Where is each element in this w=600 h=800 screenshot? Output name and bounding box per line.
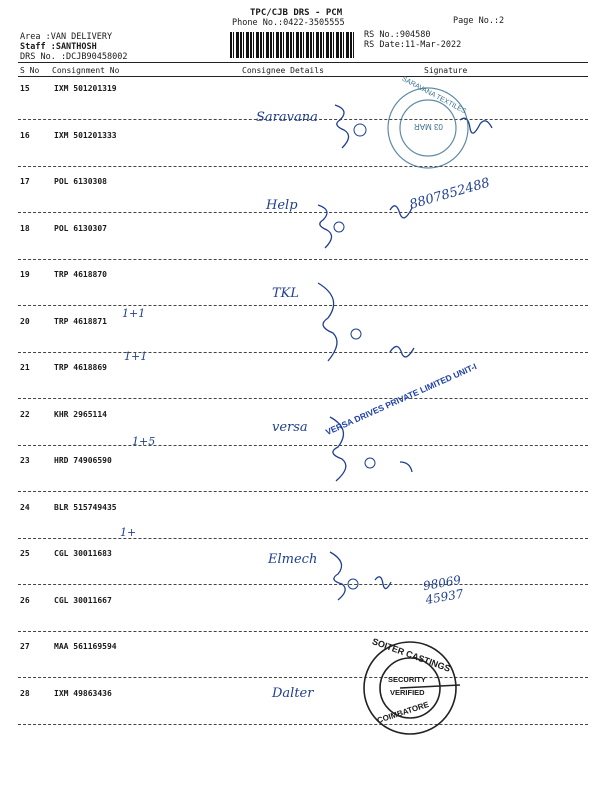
rs-number: RS No.:904580: [364, 30, 431, 40]
handwriting-dalter: Dalter: [272, 686, 314, 701]
row-sno: 19: [20, 270, 30, 279]
stamp-versa-drives: VERSA DRIVES PRIVATE LIMITED UNIT-I: [324, 361, 479, 438]
row-sno: 23: [20, 456, 30, 465]
document-title: TPC/CJB DRS - PCM: [250, 8, 343, 18]
row-consignment-no: TRP 4618869: [54, 363, 107, 372]
stamp-saravana-text: SARAVANA TEXTILES: [400, 75, 468, 116]
row-consignment-no: IXM 501201333: [54, 130, 117, 140]
row-consignment-no: TRP 4618871: [54, 316, 107, 326]
col-consignee: Consignee Details: [242, 66, 324, 75]
handwriting-phone2: 98069 45937: [422, 572, 465, 607]
handwriting-help: Help: [266, 198, 298, 213]
handwriting-qty-25: 1+: [120, 526, 137, 539]
stamp-soiter-bottom: COIMBATORE: [375, 699, 431, 726]
row-sno: 22: [20, 409, 30, 419]
row-consignment-no: KHR 2965114: [54, 409, 107, 419]
handwriting-saravana: Saravana: [256, 110, 318, 125]
col-signature: Signature: [424, 66, 468, 75]
row-sno: 28: [20, 688, 30, 698]
row-consignment-no: IXM 49863436: [54, 688, 112, 698]
handwriting-qty-21: 1+1: [124, 350, 148, 363]
row-sno: 16: [20, 130, 30, 140]
row-consignment-no: HRD 74906590: [54, 456, 112, 465]
staff-label: Staff :SANTHOSH: [20, 42, 97, 52]
handwriting-versa: versa: [272, 420, 308, 435]
row-consignment-no: IXM 501201319: [54, 84, 117, 93]
row-sno: 18: [20, 223, 30, 233]
handwriting-qty-23: 1+5: [132, 435, 156, 448]
area-label: Area :VAN DELIVERY: [20, 32, 113, 42]
handwriting-elmech: Elmech: [268, 552, 318, 567]
col-sno: S No: [20, 66, 40, 75]
row-sno: 26: [20, 595, 30, 605]
handwriting-phone1: 8807852488: [407, 175, 492, 213]
stamp-soiter-security: SECURITY: [388, 675, 426, 684]
col-consignment: Consignment No: [52, 66, 120, 75]
row-sno: 20: [20, 316, 30, 326]
handwriting-qty-20: 1+1: [122, 307, 146, 320]
stamp-soiter-top: SOITER CASTINGS: [370, 636, 452, 674]
drs-number: DRS No. :DCJB90458002: [20, 52, 128, 62]
stamp-soiter-verified: VERIFIED: [390, 688, 425, 697]
handwriting-tkl: TKL: [272, 286, 300, 301]
phone-number: Phone No.:0422-3505555: [232, 18, 345, 28]
row-sno: 17: [20, 177, 30, 186]
row-consignment-no: POL 6130308: [54, 177, 107, 186]
rs-date: RS Date:11-Mar-2022: [364, 40, 462, 50]
row-consignment-no: MAA 561169594: [54, 642, 117, 651]
row-consignment-no: TRP 4618870: [54, 270, 107, 279]
row-sno: 24: [20, 502, 30, 512]
row-sno: 15: [20, 84, 30, 93]
row-sno: 27: [20, 642, 30, 651]
row-consignment-no: POL 6130307: [54, 223, 107, 233]
page-number: Page No.:2: [453, 16, 505, 26]
row-sno: 21: [20, 363, 30, 372]
row-consignment-no: BLR 515749435: [54, 502, 117, 512]
row-consignment-no: CGL 30011683: [54, 549, 112, 558]
stamp-saravana-date: 03 MAR: [414, 122, 443, 131]
row-consignment-no: CGL 30011667: [54, 595, 112, 605]
row-sno: 25: [20, 549, 30, 558]
